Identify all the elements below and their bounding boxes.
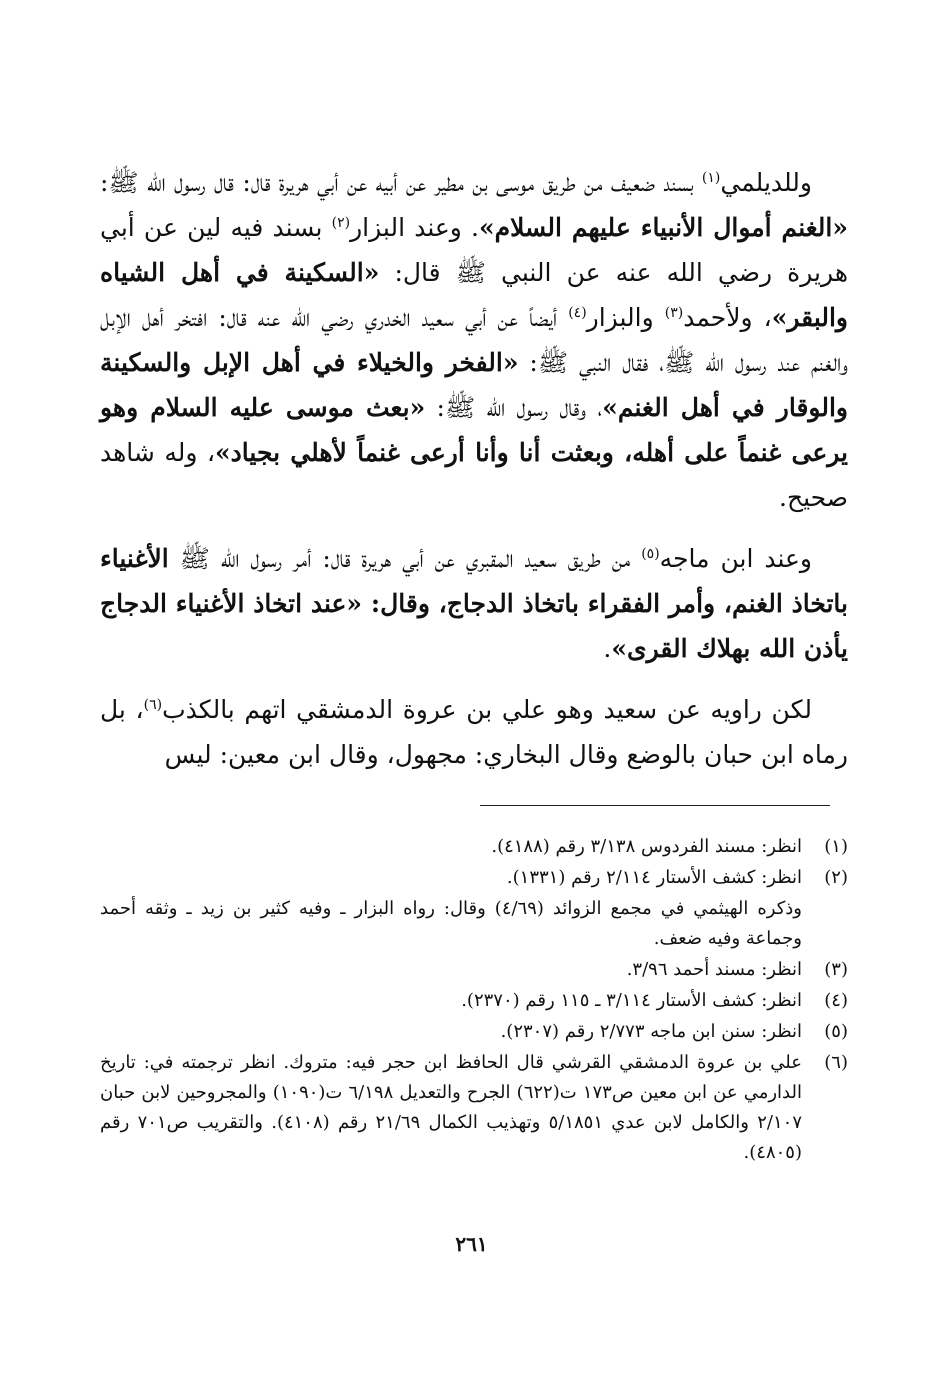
- body-text: ، وله شاهد صحيح.: [100, 438, 848, 512]
- footnote-ref: (٣): [664, 305, 684, 321]
- footnote-divider: [480, 805, 830, 806]
- footnote-text: انظر: سنن ابن ماجه ٢/٧٧٣ رقم (٢٣٠٧).: [500, 1021, 802, 1042]
- footnote-number: (٤): [824, 990, 848, 1011]
- footnote-text: انظر: كشف الأستار ٣/١١٤ ـ ١١٥ رقم (٢٣٧٠).: [461, 990, 802, 1011]
- hadith-quote: «السكينة في أهل الشياه والبقر»: [100, 258, 848, 332]
- footnote-number: (٢): [824, 867, 848, 888]
- body-text: والبزار: [586, 303, 665, 332]
- body-text: .: [603, 634, 612, 663]
- footnote-ref: (٢): [331, 215, 351, 231]
- footnote-6: [100, 1048, 848, 1168]
- footnote-2: [100, 863, 848, 893]
- footnote-4: [100, 986, 848, 1016]
- page-number: ٢٦١: [455, 1232, 488, 1256]
- hadith-quote: الأغنياء باتخاذ الغنم، وأمر الفقراء باتخاذ الدجاج، وقال: «عند اتخاذ الأغنياء الدجاج يأذن الله بهلاك القرى»: [100, 544, 848, 663]
- footnote-text: انظر: كشف الأستار ٢/١١٤ رقم (١٣٣١).: [506, 867, 802, 888]
- paragraph-3: [100, 687, 848, 777]
- footnote-number: (٥): [824, 1021, 848, 1042]
- body-text: أيضاً عن أبي سعيد الخدري رضي الله عنه قال: افتخر أهل الإبل والغنم عند رسول الله ﷺ، فقال النبي ﷺ:: [100, 303, 848, 377]
- footnote-text: انظر: مسند أحمد ٣/٩٦.: [626, 959, 802, 980]
- body-text: ، ولأحمد: [683, 303, 772, 332]
- footnote-number: (١): [824, 836, 848, 857]
- body-text: وعند ابن ماجه: [659, 544, 812, 573]
- hadith-quote: «بعث موسى عليه السلام وهو يرعى غنماً على أهله، وبعثت أنا وأنا أرعى غنماً لأهلي بجياد»: [100, 393, 848, 467]
- main-text: [100, 160, 848, 793]
- body-text: ، وقال رسول الله ﷺ:: [425, 393, 603, 422]
- footnote-ref: (٥): [641, 546, 660, 562]
- paragraph-2: [100, 536, 848, 671]
- footnote-text: انظر: مسند الفردوس ٣/١٣٨ رقم (٤١٨٨).: [491, 836, 802, 857]
- body-text: بسند ضعيف من طريق موسى بن مطير عن أبيه عن أبي هريرة قال: قال رسول الله ﷺ:: [100, 168, 702, 197]
- footnote-number: (٦): [824, 1052, 848, 1073]
- footnote-ref: (١): [701, 170, 721, 186]
- footnote-number: (٣): [824, 959, 848, 980]
- body-text: بسند فيه لين عن أبي هريرة رضي الله عنه عن النبي ﷺ قال:: [100, 213, 848, 287]
- hadith-quote: «الفخر والخيلاء في أهل الإبل والسكينة والوقار في أهل الغنم»: [100, 348, 848, 422]
- footnote-2-continuation: وذكره الهيثمي في مجمع الزوائد (٤/٦٩) وقال: رواه البزار ـ وفيه كثير بن زيد ـ وثقه أحمد وجماعة وفيه ضعف.: [100, 898, 802, 949]
- body-text: لكن راويه عن سعيد وهو علي بن عروة الدمشقي اتهم بالكذب: [162, 695, 812, 724]
- footnotes: [100, 832, 848, 1169]
- footnote-text: علي بن عروة الدمشقي القرشي قال الحافظ ابن حجر فيه: متروك. انظر ترجمته في: تاريخ الدارمي عن ابن معين ص١٧٣ ت(٦٢٢) الجرح والتعديل ٦/١٩٨ ت(١٠٩٠) والمجروحين لابن حبان ٢/١٠٧ والكامل لابن عدي ٥/١٨٥١ وتهذيب الكمال ٢١/٦٩ رقم (٤١٠٨). والتقريب ص٧٠١ رقم (٤٨٠٥).: [100, 1052, 802, 1163]
- body-text: . وعند البزار: [350, 213, 480, 242]
- hadith-quote: «الغنم أموال الأنبياء عليهم السلام»: [479, 213, 848, 242]
- body-text: ، بل رماه ابن حبان بالوضع وقال البخاري: مجهول، وقال ابن معين: ليس: [100, 695, 848, 769]
- footnote-5: [100, 1017, 848, 1047]
- body-text: من طريق سعيد المقبري عن أبي هريرة قال: أمر رسول الله ﷺ: [168, 544, 642, 573]
- footnote-ref: (٦): [143, 697, 163, 713]
- body-text: وللديلمي: [720, 168, 812, 197]
- paragraph-1: [100, 160, 848, 520]
- footnote-ref: (٤): [568, 305, 587, 321]
- footnote-3: [100, 955, 848, 985]
- footnote-1: [100, 832, 848, 862]
